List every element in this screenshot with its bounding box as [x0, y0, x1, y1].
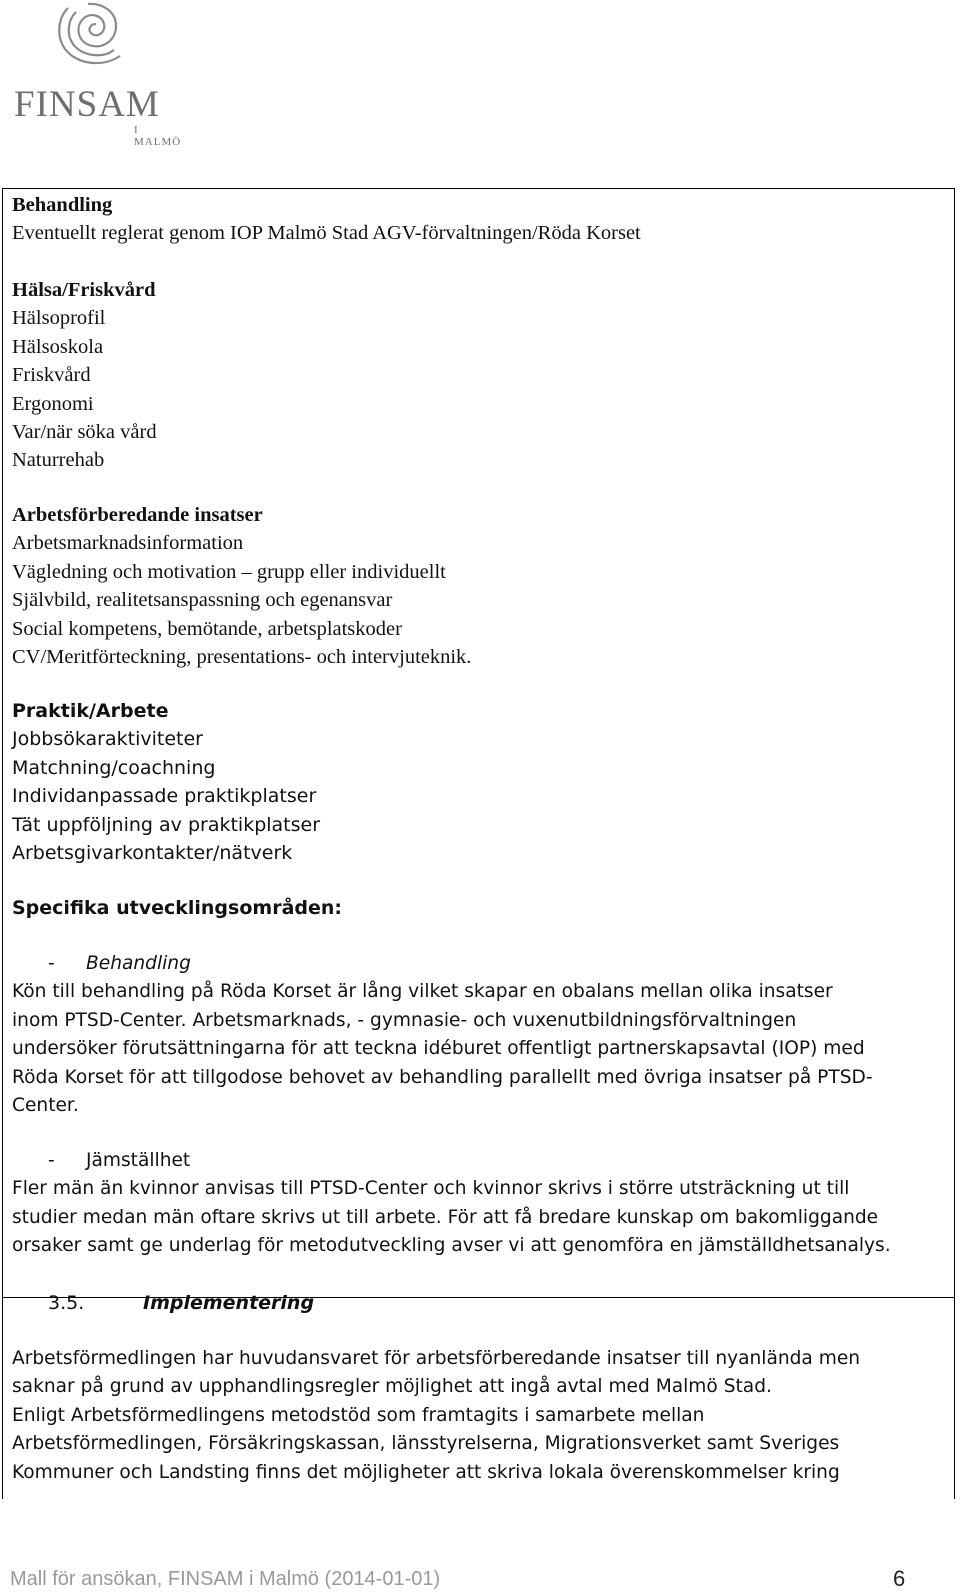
praktik-section: [12, 697, 942, 867]
arbetsforberedande-heading: Arbetsförberedande insatser: [12, 504, 263, 526]
list-item: CV/Meritförteckning, presentations- och intervjuteknik.: [12, 646, 472, 669]
paragraph-line: inom PTSD-Center. Arbetsmarknads, - gymnasie- och vuxenutbildningsförvaltningen: [12, 1009, 797, 1031]
dash-bullet: -: [48, 1150, 55, 1171]
list-item: Friskvård: [12, 364, 91, 387]
list-item: Arbetsgivarkontakter/nätverk: [12, 842, 293, 865]
paragraph-line: Arbetsförmedlingen har huvudansvaret för arbetsförberedande insatser till nyanlända men: [12, 1348, 861, 1369]
halsa-section: [12, 276, 942, 475]
list-item: Hälsoprofil: [12, 307, 106, 330]
dash-bullet: -: [48, 953, 55, 974]
list-item: Naturrehab: [12, 449, 105, 472]
behandling-text: Eventuellt reglerat genom IOP Malmö Stad AGV-förvaltningen/Röda Korset: [12, 222, 641, 245]
section-number: 3.5.: [48, 1292, 85, 1314]
spiral-icon: [10, 2, 180, 92]
paragraph-line: saknar på grund av upphandlingsregler möjlighet att ingå avtal med Malmö Stad.: [12, 1376, 772, 1398]
jamstalldhet-bullet-label: Jämställhet: [86, 1150, 191, 1171]
list-item: Hälsoskola: [12, 335, 104, 358]
behandling-heading: Behandling: [12, 194, 113, 216]
behandling-bullet-section: [12, 950, 942, 1120]
halsa-heading: Hälsa/Friskvård: [12, 279, 156, 301]
paragraph-line: Fler män än kvinnor anvisas till PTSD-Center och kvinnor skrivs i större utsträckning ut till: [12, 1178, 850, 1200]
paragraph-line: Enligt Arbetsförmedlingens metodstöd som framtagits i samarbete mellan: [12, 1404, 705, 1426]
list-item: Social kompetens, bemötande, arbetsplatskoder: [12, 617, 402, 640]
list-item: Tät uppföljning av praktikplatser: [12, 813, 321, 836]
implementering-body: [12, 1345, 942, 1487]
behandling-section: [12, 191, 942, 248]
list-item: Individanpassade praktikplatser: [12, 785, 317, 808]
paragraph-line: Arbetsförmedlingen, Försäkringskassan, länsstyrelserna, Migrationsverket samt Sveriges: [12, 1433, 840, 1455]
paragraph-line: Center.: [12, 1095, 79, 1117]
paragraph-line: studier medan män oftare skrivs ut till arbete. För att få bredare kunskap om bakomliggande: [12, 1206, 879, 1228]
section-heading: Implementering: [143, 1292, 315, 1314]
list-item: Var/när söka vård: [12, 421, 157, 444]
list-item: Arbetsmarknadsinformation: [12, 532, 244, 555]
logo-wordmark: FINSAM: [14, 84, 160, 125]
paragraph-line: Röda Korset för att tillgodose behovet av behandling parallellt med övriga insatser på PTSD-: [12, 1066, 873, 1088]
list-item: Självbild, realitetsanspassning och egenansvar: [12, 589, 393, 612]
paragraph-line: orsaker samt ge underlag för metodutveckling avser vi att genomföra en jämställdhetsanalys.: [12, 1235, 891, 1257]
behandling-bullet-label: Behandling: [86, 953, 191, 974]
praktik-heading: Praktik/Arbete: [12, 700, 169, 722]
list-item: Matchning/coachning: [12, 756, 216, 779]
list-item: Jobbsökaraktiviteter: [12, 728, 203, 751]
arbetsforberedande-section: [12, 501, 942, 671]
paragraph-line: Kön till behandling på Röda Korset är lång vilket skapar en obalans mellan olika insatser: [12, 981, 833, 1003]
page-footer: Mall för ansökan, FINSAM i Malmö (2014-01-01): [10, 1568, 441, 1590]
specifika-section: [12, 894, 942, 922]
paragraph-line: undersöker förutsättningarna för att teckna idéburet offentligt partnerskapsavtal (IOP) med: [12, 1038, 865, 1060]
implementering-section: [12, 1289, 942, 1317]
specifika-heading: Specifika utvecklingsområden:: [12, 897, 342, 919]
list-item: Vägledning och motivation – grupp eller individuellt: [12, 560, 446, 583]
page-number: 6: [893, 1566, 906, 1591]
finsam-logo: [10, 2, 182, 148]
logo-subtitle: I MALMÖ: [134, 124, 182, 148]
list-item: Ergonomi: [12, 392, 94, 415]
jamstalldhet-bullet-section: [12, 1147, 942, 1261]
paragraph-line: Kommuner och Landsting finns det möjligheter att skriva lokala överenskommelser kring: [12, 1461, 840, 1483]
